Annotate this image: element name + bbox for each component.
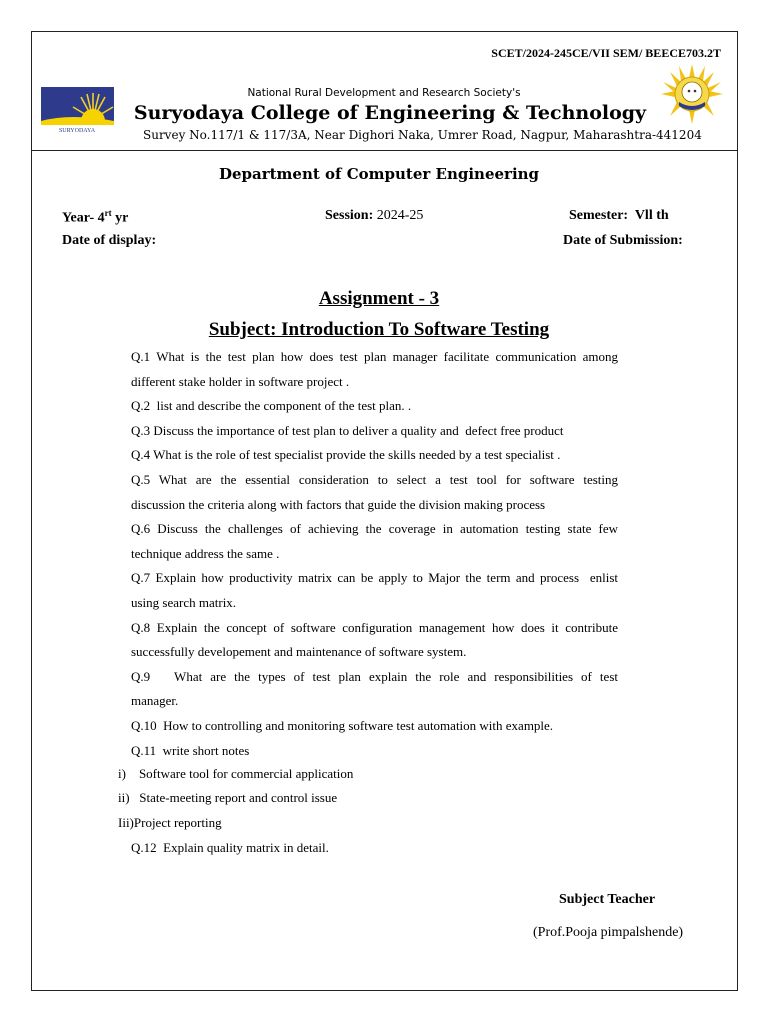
header-divider [31,150,738,151]
question-list [131,345,618,763]
question-line: Q.1 What is the test plan how does test plan manager facilitate communication among [131,349,618,364]
year-suffix: yr [111,210,129,226]
department-title: Department of Computer Engineering [218,165,540,183]
teacher-name: (Prof.Pooja pimpalshende) [533,925,684,940]
college-name: Suryodaya College of Engineering & Technology [133,102,647,124]
short-note-item: Iii)Project reporting [118,815,222,830]
session-label: Session: [325,208,374,223]
assignment-title: Assignment - 3 [318,288,440,309]
question-line: Q.11 write short notes [131,742,250,758]
question-line: different stake holder in software project . [131,373,350,389]
question-line: Q.7 Explain how productivity matrix can be apply to Major the term and process enlist [131,570,618,586]
date-of-submission-label: Date of Submission: [563,233,683,248]
short-note-item: i) Software tool for commercial application [118,766,354,781]
session-value: 2024-25 [373,208,424,223]
document-code: SCET/2024-245CE/VII SEM/ BEECE703.2T [491,46,721,60]
question-line: technique address the same . [131,545,280,561]
question-line: successfully developement and maintenance of software system. [131,644,467,660]
college-address: Survey No.117/1 & 117/3A, Near Dighori Naka, Umrer Road, Nagpur, Maharashtra-441204 [143,128,702,142]
question-line: using search matrix. [131,594,237,610]
signature-title: Subject Teacher [559,892,656,907]
session-field [325,208,423,224]
semester-field: Semester: Vll th [569,208,669,223]
subject-title: Subject: Introduction To Software Testing [208,319,550,340]
question-line: Q.2 list and describe the component of the test plan. . [131,398,412,414]
year-field [62,208,128,227]
society-name: National Rural Development and Research Society's [247,87,521,99]
question-line: Q.9 What are the types of test plan explain the role and responsibilities of test [131,668,618,684]
question-line: manager. [131,693,179,709]
short-note-item: ii) State-meeting report and control issue [118,790,338,805]
question-line: Q.4 What is the role of test specialist provide the skills needed by a test specialist . [131,447,561,463]
question-line: Q.10 How to controlling and monitoring software test automation with example. [131,717,554,733]
date-of-display-label: Date of display: [62,233,157,248]
year-superscript: rt [104,208,112,218]
question-line: discussion the criteria along with factors that guide the division making process [131,496,546,512]
logo-wordmark: SURYODAYA [58,128,96,133]
year-label: Year- 4 [62,210,105,226]
question-line: Q.5 What are the essential consideration to select a test tool for software testing [131,471,618,487]
question-line: Q.3 Discuss the importance of test plan to deliver a quality and defect free product [131,422,564,438]
question-12: Q.12 Explain quality matrix in detail. [131,840,329,855]
question-line: Q.8 Explain the concept of software configuration management how does it contribute [131,619,618,635]
question-line: Q.6 Discuss the challenges of achieving the coverage in automation testing state few [131,521,618,537]
